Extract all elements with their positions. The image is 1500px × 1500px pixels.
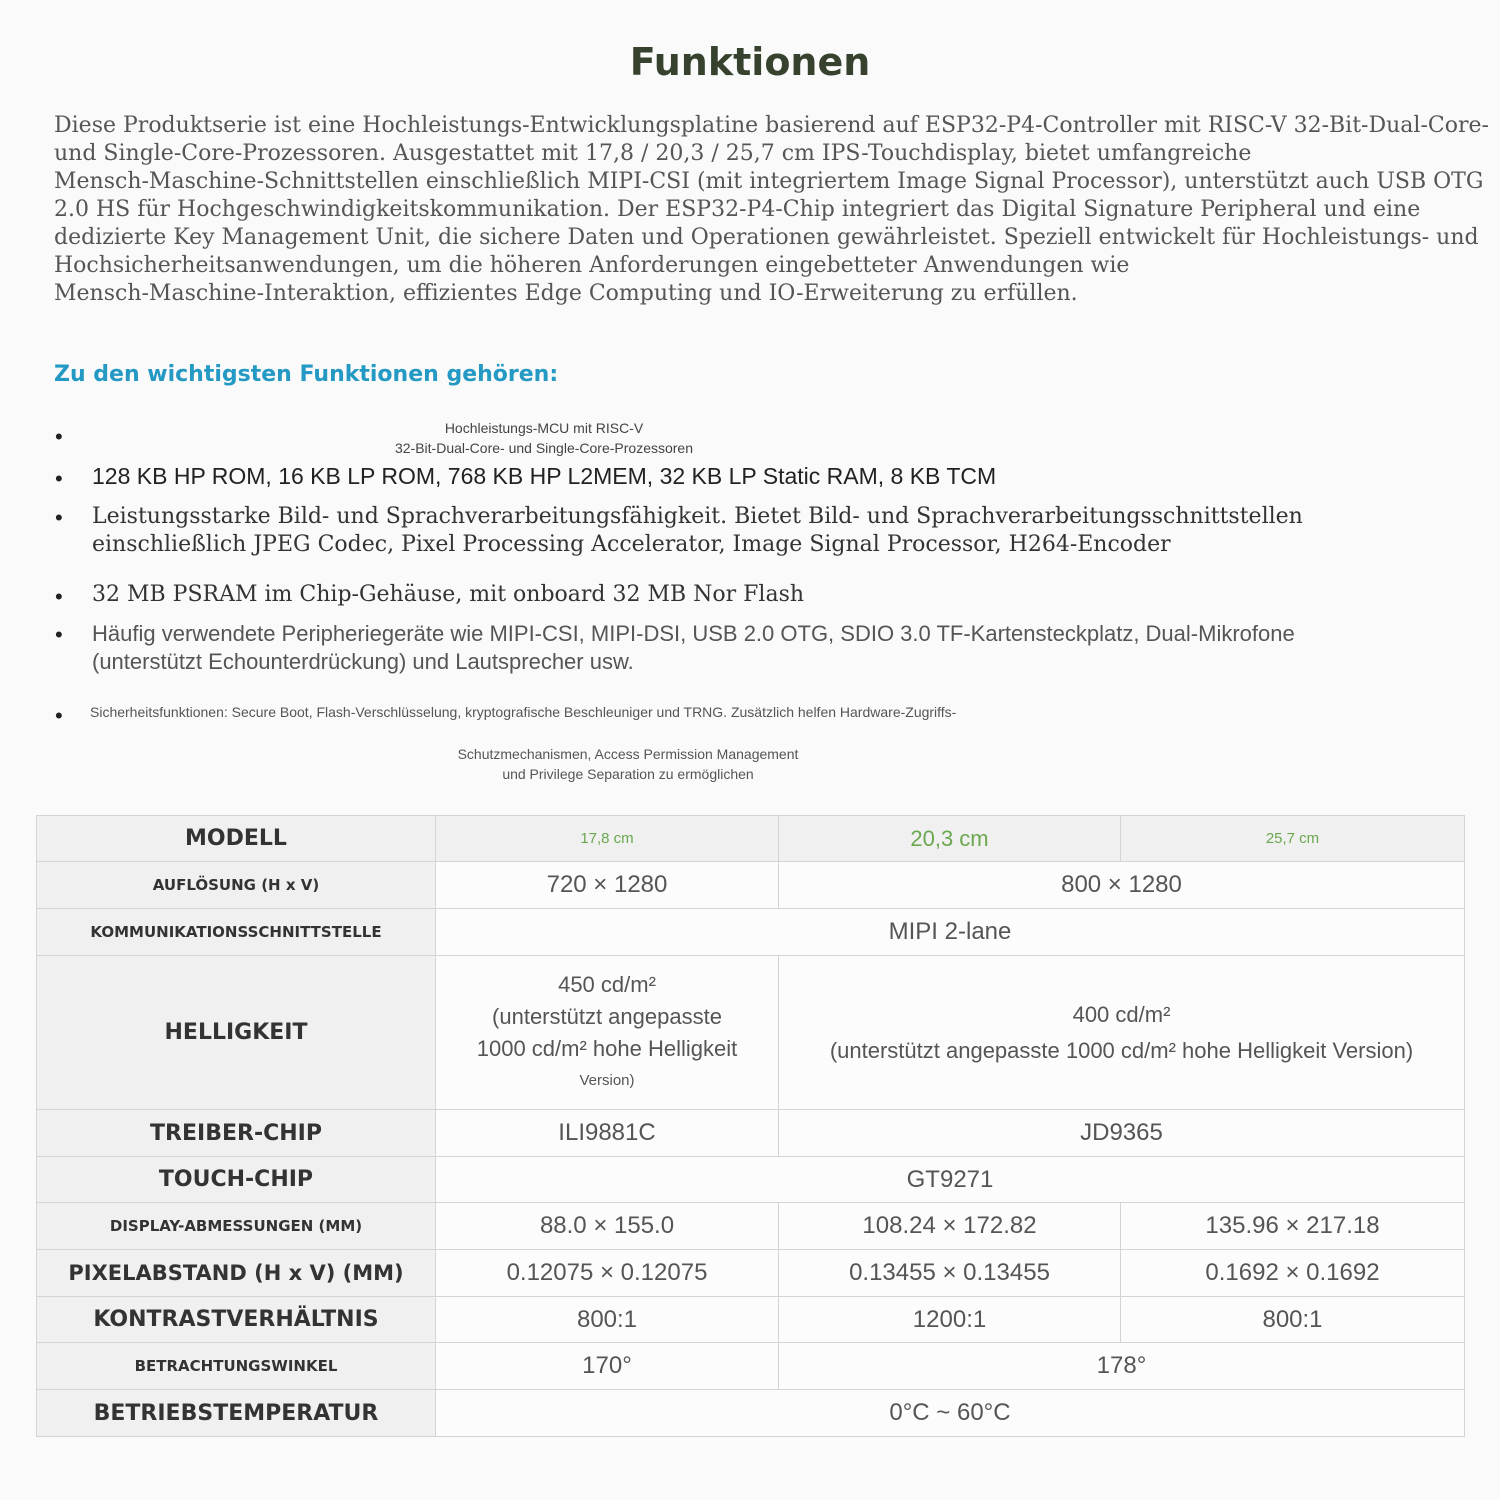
row-label: DISPLAY-ABMESSUNGEN (MM) xyxy=(37,1203,436,1250)
table-cell: 0.1692 × 0.1692 xyxy=(1121,1250,1465,1297)
bullet-marker: • xyxy=(55,424,63,449)
feature-item xyxy=(92,620,1295,676)
row-label: TOUCH-CHIP xyxy=(37,1157,436,1203)
table-cell: 178° xyxy=(779,1343,1465,1390)
bullet-marker: • xyxy=(55,466,63,491)
bullet-marker: • xyxy=(55,505,63,530)
table-row xyxy=(37,1110,1465,1157)
table-row xyxy=(37,1157,1465,1203)
table-cell: 800 × 1280 xyxy=(779,862,1465,909)
brightness-line: 450 cd/m² xyxy=(558,971,656,997)
feature-text: einschließlich JPEG Codec, Pixel Processing Accelerator, Image Signal Processor, H264-Encoder xyxy=(92,532,1171,557)
table-cell: 0.12075 × 0.12075 xyxy=(436,1250,779,1297)
table-cell xyxy=(779,956,1465,1110)
row-label: BETRIEBSTEMPERATUR xyxy=(37,1390,436,1437)
bullet-marker: • xyxy=(55,703,63,728)
spec-table xyxy=(36,815,1465,1437)
table-cell xyxy=(436,956,779,1110)
feature-item: Sicherheitsfunktionen: Secure Boot, Flash-Verschlüsselung, kryptografische Beschleuniger und TRNG. Zusätzlich helfen Hardware-Zugriffs- xyxy=(90,704,957,720)
table-row xyxy=(37,1297,1465,1343)
brightness-line: 1000 cd/m² hohe Helligkeit xyxy=(476,1035,738,1061)
feature-text: 32-Bit-Dual-Core- und Single-Core-Prozessoren xyxy=(394,440,693,456)
table-cell: 135.96 × 217.18 xyxy=(1121,1203,1465,1250)
bullet-marker: • xyxy=(55,622,63,647)
table-row xyxy=(37,862,1465,909)
brightness-line: Version) xyxy=(579,1071,635,1089)
row-label: HELLIGKEIT xyxy=(37,956,436,1110)
feature-item: 32 MB PSRAM im Chip-Gehäuse, mit onboard 32 MB Nor Flash xyxy=(92,582,805,607)
table-row xyxy=(37,1203,1465,1250)
table-row xyxy=(37,1390,1465,1437)
model-17-8-cell: 17,8 cm xyxy=(436,816,779,862)
table-cell: MIPI 2-lane xyxy=(436,909,1465,956)
intro-line: und Single-Core-Prozessoren. Ausgestattet mit 17,8 / 20,3 / 25,7 cm IPS-Touchdisplay, bietet umfangreiche xyxy=(54,141,1252,166)
intro-line: Mensch-Maschine-Schnittstellen einschließlich MIPI-CSI (mit integriertem Image Signal Processor), unterstützt auch USB OTG xyxy=(54,169,1484,194)
table-cell: 1200:1 xyxy=(779,1297,1121,1343)
brightness-line: 400 cd/m² xyxy=(1072,1001,1171,1027)
table-cell: ILI9881C xyxy=(436,1110,779,1157)
table-row xyxy=(37,1250,1465,1297)
intro-line: Diese Produktserie ist eine Hochleistungs-Entwicklungsplatine basierend auf ESP32-P4-Controller mit RISC-V 32-Bit-Dual-Core- xyxy=(54,113,1489,138)
table-cell: 720 × 1280 xyxy=(436,862,779,909)
intro-line: Hochsicherheitsanwendungen, um die höheren Anforderungen eingebetteter Anwendungen wie xyxy=(54,253,1130,278)
page-title: Funktionen xyxy=(629,40,871,84)
table-cell: 170° xyxy=(436,1343,779,1390)
model-20-3-cell: 20,3 cm xyxy=(779,816,1121,862)
table-cell: 800:1 xyxy=(436,1297,779,1343)
row-label: BETRACHTUNGSWINKEL xyxy=(37,1343,436,1390)
intro-line: Mensch-Maschine-Interaktion, effizientes Edge Computing und IO-Erweiterung zu erfüllen. xyxy=(54,281,1078,306)
feature-item xyxy=(92,503,1303,559)
table-cell: JD9365 xyxy=(779,1110,1465,1157)
feature-text: Hochleistungs-MCU mit RISC-V xyxy=(444,420,644,436)
brightness-line: (unterstützt angepasste 1000 cd/m² hohe Helligkeit Version) xyxy=(829,1037,1414,1063)
table-cell: 800:1 xyxy=(1121,1297,1465,1343)
row-label: AUFLÖSUNG (H x V) xyxy=(37,862,436,909)
table-row xyxy=(37,816,1465,862)
model-25-7-cell: 25,7 cm xyxy=(1121,816,1465,862)
feature-text: (unterstützt Echounterdrückung) und Lautsprecher usw. xyxy=(92,649,634,674)
intro-paragraph xyxy=(54,112,1489,308)
brightness-line: (unterstützt angepasste xyxy=(492,1003,722,1029)
table-cell: 108.24 × 172.82 xyxy=(779,1203,1121,1250)
feature-item xyxy=(364,418,724,458)
table-cell: 0°C ~ 60°C xyxy=(436,1390,1465,1437)
row-label: KONTRASTVERHÄLTNIS xyxy=(37,1297,436,1343)
brightness-text xyxy=(779,997,1464,1069)
table-row xyxy=(37,909,1465,956)
feature-text: Schutzmechanismen, Access Permission Management xyxy=(457,746,799,762)
table-cell: 0.13455 × 0.13455 xyxy=(779,1250,1121,1297)
feature-item-continuation xyxy=(426,744,830,784)
table-row xyxy=(37,956,1465,1110)
table-row xyxy=(37,1343,1465,1390)
row-label: PIXELABSTAND (H x V) (MM) xyxy=(37,1250,436,1297)
table-cell: GT9271 xyxy=(436,1157,1465,1203)
feature-text: Leistungsstarke Bild- und Sprachverarbeitungsfähigkeit. Bietet Bild- und Sprachverarbeitungsschnittstellen xyxy=(92,504,1303,529)
row-label: KOMMUNIKATIONSSCHNITTSTELLE xyxy=(37,909,436,956)
bullet-marker: • xyxy=(55,584,63,609)
table-cell: 88.0 × 155.0 xyxy=(436,1203,779,1250)
feature-text: und Privilege Separation zu ermöglichen xyxy=(502,766,754,782)
brightness-text xyxy=(436,969,778,1097)
feature-text: Häufig verwendete Peripheriegeräte wie MIPI-CSI, MIPI-DSI, USB 2.0 OTG, SDIO 3.0 TF-Kartensteckplatz, Dual-Mikrofone xyxy=(92,621,1295,646)
row-label: TREIBER-CHIP xyxy=(37,1110,436,1157)
feature-item: 128 KB HP ROM, 16 KB LP ROM, 768 KB HP L2MEM, 32 KB LP Static RAM, 8 KB TCM xyxy=(92,463,997,489)
intro-line: 2.0 HS für Hochgeschwindigkeitskommunikation. Der ESP32-P4-Chip integriert das Digital Signature Peripheral und eine xyxy=(54,197,1421,222)
features-heading: Zu den wichtigsten Funktionen gehören: xyxy=(54,362,559,387)
row-label: MODELL xyxy=(37,816,436,862)
intro-line: dedizierte Key Management Unit, die sichere Daten und Operationen gewährleistet. Speziell entwickelt für Hochleistungs- und xyxy=(54,225,1479,250)
